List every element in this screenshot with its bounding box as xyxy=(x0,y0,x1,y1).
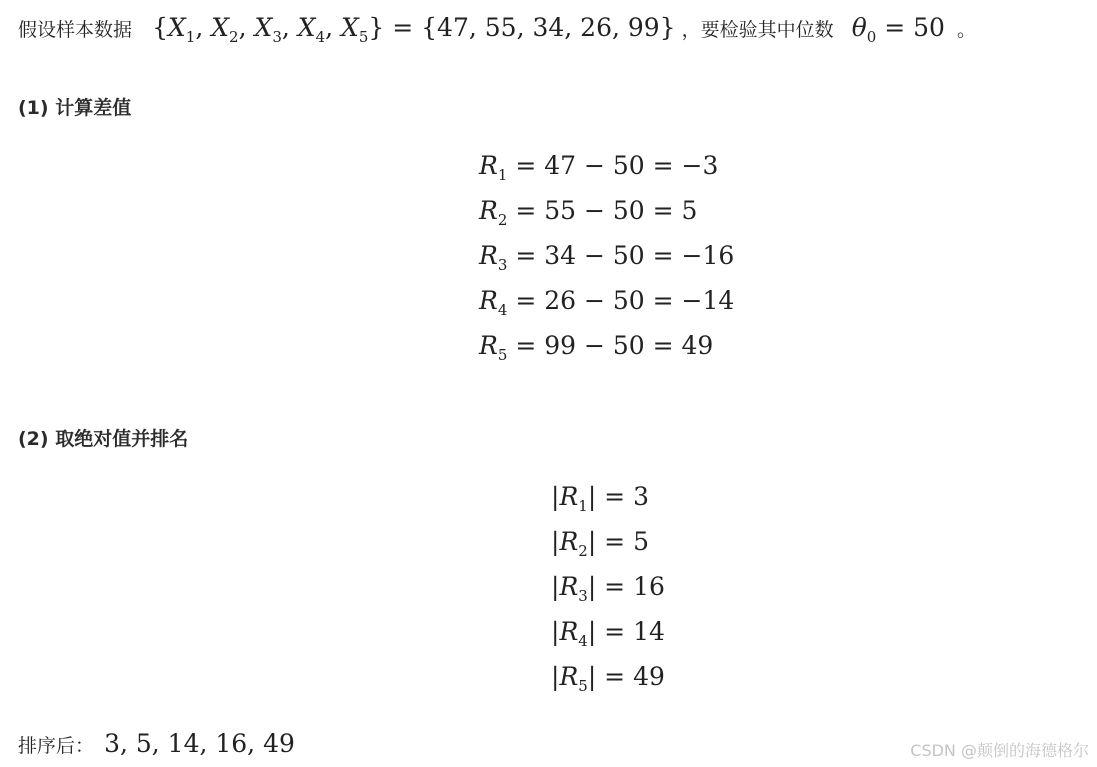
theta-value: 50 xyxy=(913,13,945,42)
intro-middle: ，要检验其中位数 xyxy=(681,19,834,41)
abs-equation: $|R_1| = 3$ xyxy=(551,482,649,515)
abs-equation: $|R_2| = 5$ xyxy=(551,527,649,560)
abs-equation: $|R_4| = 14$ xyxy=(551,617,665,650)
diff-equation: $R_5 = 99 - 50 = 49$ xyxy=(479,331,714,364)
intro-prefix: 假设样本数据 xyxy=(18,19,133,41)
sorted-line xyxy=(18,726,295,762)
csdn-watermark: CSDN @颠倒的海德格尔 xyxy=(910,741,1089,760)
sorted-label: 排序后： xyxy=(18,735,95,757)
diff-equation: $R_2 = 55 - 50 = 5$ xyxy=(479,196,698,229)
diff-equation: $R_3 = 34 - 50 = -16$ xyxy=(479,241,735,274)
diff-equation: $R_4 = 26 - 50 = -14$ xyxy=(479,286,735,319)
step2-equations xyxy=(551,474,665,699)
step1-heading: (1) 计算差值 xyxy=(18,97,132,119)
sample-values: {47, 55, 34, 26, 99} xyxy=(421,13,676,42)
intro-line xyxy=(18,10,976,46)
abs-equation: $|R_3| = 16$ xyxy=(551,572,665,605)
sorted-values: 3, 5, 14, 16, 49 xyxy=(104,729,295,758)
sample-set-formula: {$X_1$, $X_2$, $X_3$, $X_4$, $X_5\} = \{47$, 55, 34, 26, 99} xyxy=(152,13,676,46)
abs-equation: $|R_5| = 49$ xyxy=(551,662,665,695)
intro-suffix: 。 xyxy=(957,19,977,41)
step1-equations xyxy=(479,143,734,368)
theta-formula: $\theta_0 = 50$ xyxy=(851,13,945,46)
step2-heading: (2) 取绝对值并排名 xyxy=(18,428,189,450)
diff-equation: $R_1 = 47 - 50 = -3$ xyxy=(479,151,719,184)
